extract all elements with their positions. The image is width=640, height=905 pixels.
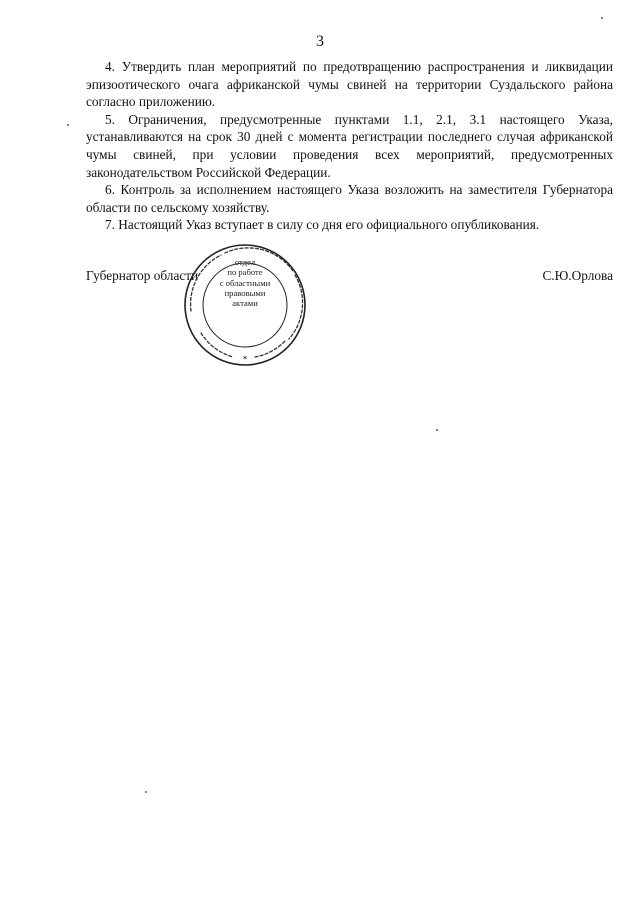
scan-speck: [601, 17, 603, 19]
stamp-line: отдел: [234, 257, 256, 267]
stamp-line: с областными: [219, 277, 271, 288]
signatory-name: С.Ю.Орлова: [542, 268, 613, 283]
stamp-line: актами: [232, 298, 258, 309]
scan-speck: [145, 791, 147, 793]
scan-speck: [436, 429, 438, 431]
page-number: 3: [316, 33, 324, 50]
paragraph-7: 7. Настоящий Указ вступает в силу со дня его официального опубликования.: [105, 217, 540, 233]
official-stamp: [181, 241, 309, 369]
signature-block: [86, 264, 613, 284]
paragraph-4: 4. Утвердить план мероприятий по предотвращению распространения и ликвидации эпизоотического очага африканской чумы свиней на территории Суздальского района согласно приложению.: [86, 59, 613, 110]
document-body: [86, 58, 613, 234]
paragraph-6: 6. Контроль за исполнением настоящего Указа возложить на заместителя Губернатора области по сельскому хозяйству.: [86, 182, 613, 215]
svg-text:*: *: [242, 355, 248, 365]
signatory-title: Губернатор области: [86, 268, 199, 283]
stamp-line: правовыми: [224, 287, 266, 298]
stamp-inner-text: [181, 257, 309, 308]
scan-speck: [67, 124, 69, 126]
stamp-line: по работе: [227, 267, 263, 278]
paragraph-5: 5. Ограничения, предусмотренные пунктами 1.1, 2.1, 3.1 настоящего Указа, устанавливаются на срок 30 дней с момента регистрации последнего случая африканской чумы свиней, при условии проведения всех мероприятий, предусмотренных законодательством Российской Федерации.: [86, 111, 613, 180]
